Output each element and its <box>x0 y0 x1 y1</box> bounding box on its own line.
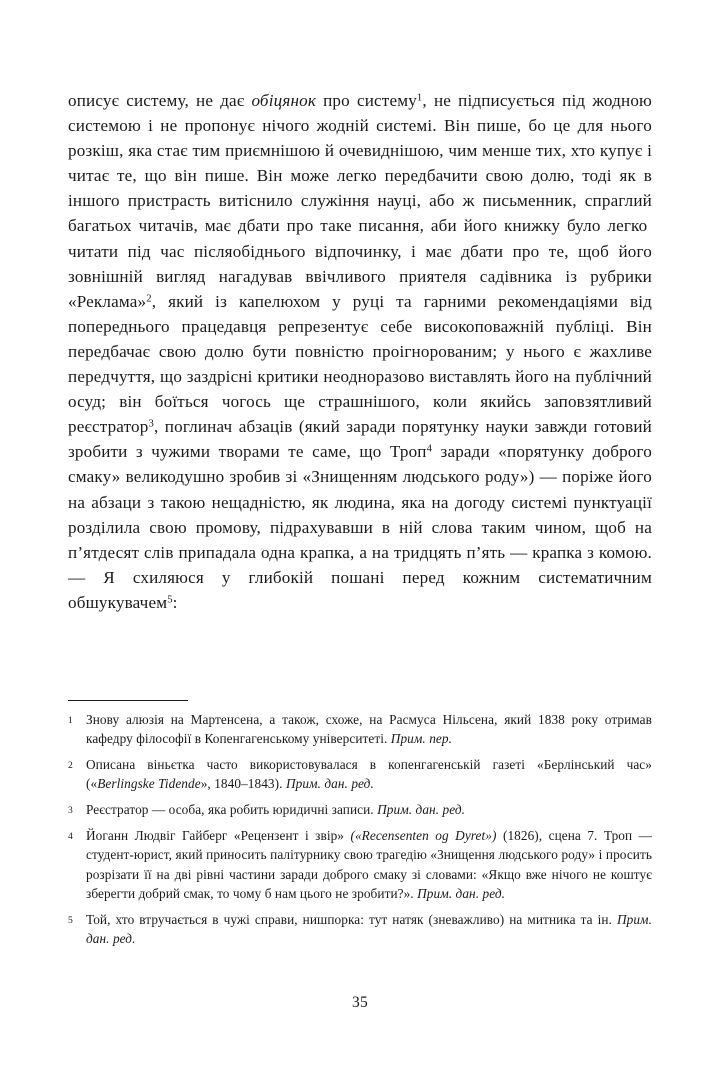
footnote-list <box>68 710 652 948</box>
body-text-block <box>68 88 652 615</box>
footnote-marker: 1 <box>68 715 73 726</box>
footnote-marker: 2 <box>68 759 73 771</box>
footnote-item <box>68 826 652 904</box>
footnote-text: Той, хто втручається в чужі справи, нишпорка: тут натяк (зневажливо) на митника та ін. Прим. дан. ред. <box>86 911 652 947</box>
footnote-separator-rule <box>68 700 188 701</box>
footnote-text: Знову алюзія на Мартенсена, а також, схоже, на Расмуса Нільсена, який 1838 року отримав кафедру філософії в Копенгагенському університеті. Прим. пер. <box>86 712 652 747</box>
footnote-text: Реєстратор — особа, яка робить юридичні записи. Прим. дан. ред. <box>86 801 466 817</box>
footnote-item <box>68 800 652 820</box>
footnote-text: Описана віньєтка часто використовувалася в копенгагенській газеті «Берлінський час» («Berlingske Tidende», 1840–1843). Прим. дан. ред. <box>86 756 652 792</box>
footnote-marker: 3 <box>68 804 73 816</box>
footnote-marker: 5 <box>68 914 73 926</box>
body-paragraph: описує систему, не дає обіцянок про систему$^1$, не підписується під жодною системою і не пропонує нічого жодній системі. Він пише, бо це для нього розкіш, яка стає тим приємнішою й очевиднішою, чим менше тих, хто купує і читає те, що він пише. Він може легко передбачити свою долю, тоді як в іншого пристрасть витіснило служіння науці, або ж письменник, спраглий багатьох читачів, має дбати про таке писання, аби його книжку було легко читати під час післяобіднього відпочинку, і має дбати про те, щоб його зовнішній вигляд нагадував ввічливого приятеля садівника із рубрики «Реклама»$^2$, який із капелюхом у руці та гарними рекомендаціями від попереднього працедавця репрезентує себе високоповажній публіці. Він передбачає свою долю бути повністю проігнорованим; у нього є жахливе передчуття, що заздрісні критики неодноразово виставлять його на публічний осуд; він боїться чогось ще страшнішого, коли якийсь заповзятливий реєстратор$^3$, поглинач абзаців (який заради порятунку науки завжди готовий зробити з чужими творами те саме, що Троп$^4$ заради «порятунку доброго смаку» великодушно зробив зі «Знищенням людського роду») — поріже його на абзаци з такою нещадністю, як людина, яка на догоду системі пунктуації розділила свою промову, підрахувавши в ній слова таким чином, щоб на п’ятдесят слів припадала одна крапка, а на тридцять п’ять — крапка з комою. — Я схиляюся у глибокій пошані перед кожним систематичним обшукувачем$^5$: <box>68 91 652 612</box>
footnote-text: Йоганн Людвіг Гайберг «Рецензент і звір» («Recensenten og Dyret») (1826), сцена 7. Троп — студент-юрист, який приносить палітурнику свою трагедію «Знищення людського роду» і просить розрізати її на дві рівні частини заради доброго смаку зі словами: «Якщо вже нічого не коштує зберегти добрий смак, то чому б нам цього не зробити?». Прим. дан. ред. <box>86 828 652 902</box>
footnote-item <box>68 710 652 749</box>
footnote-section <box>68 700 652 954</box>
footnote-item <box>68 910 652 949</box>
footnote-item <box>68 755 652 794</box>
page-number: 35 <box>351 994 369 1011</box>
footnote-marker: 4 <box>68 831 73 843</box>
